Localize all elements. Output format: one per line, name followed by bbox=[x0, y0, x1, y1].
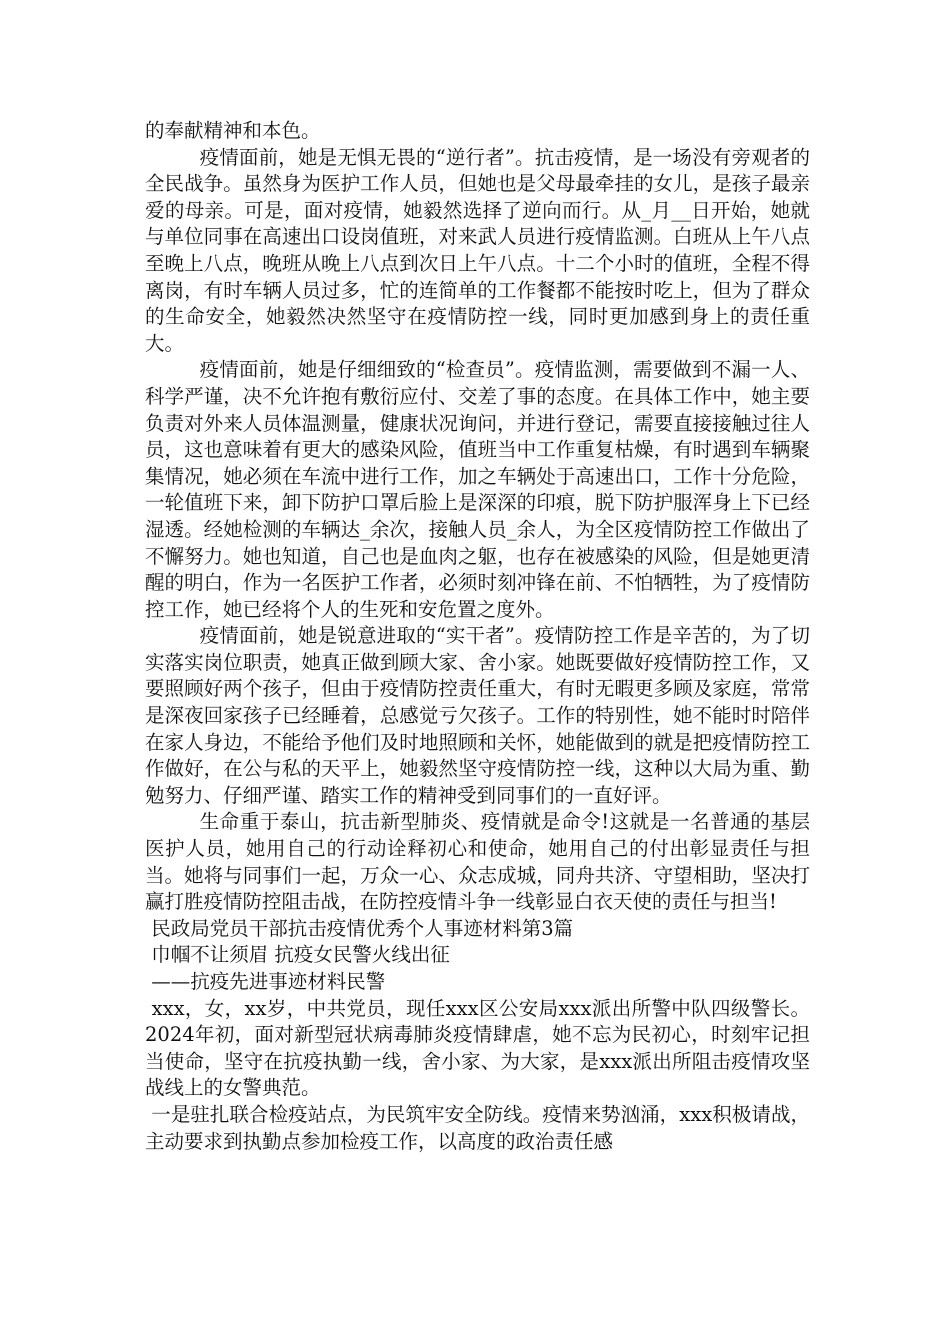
paragraph-5: 生命重于泰山，抗击新型肺炎、疫情就是命令!这就是一名普通的基层医护人员，她用自己的行动诠释初心和使命，她用自己的付出彰显责任与担当。她将与同事们一起，万众一心、众志成城，同舟共济、守望相助，坚决打赢打胜疫情防控阻击战，在防控疫情斗争一线彰显白衣天使的责任与担当! bbox=[145, 810, 810, 914]
subtitle-line-1: 巾帼不让须眉 抗疫女民警火线出征 bbox=[145, 943, 450, 967]
paragraph-1: 的奉献精神和本色。 bbox=[145, 119, 321, 142]
document-page bbox=[145, 118, 810, 1155]
paragraph-4: 疫情面前，她是锐意进取的“实干者”。疫情防控工作是辛苦的，为了切实落实岗位职责，她真正做到顾大家、舍小家。她既要做好疫情防控工作，又要照顾好两个孩子，但由于疫情防控责任重大，有时无暇更多顾及家庭，常常是深夜回家孩子已经睡着，总感觉亏欠孩子。工作的特别性，她不能时时陪伴在家人身边，不能给予他们及时地照顾和关怀，她能做到的就是把疫情防控工作做好，在公与私的天平上，她毅然坚守疫情防控一线，这种以大局为重、勤勉努力、仔细严谨、踏实工作的精神受到同事们的一直好评。 bbox=[145, 624, 810, 807]
section-title: 民政局党员干部抗击疫情优秀个人事迹材料第3篇 bbox=[145, 916, 574, 940]
paragraph-6: xxx，女，xx岁，中共党员，现任xxx区公安局xxx派出所警中队四级警长。2024年初，面对新型冠状病毒肺炎疫情肆虐，她不忘为民初心，时刻牢记担当使命，坚守在抗疫执勤一线，舍小家、为大家，是xxx派出所阻击疫情攻坚战线上的女警典范。 bbox=[145, 996, 810, 1100]
paragraph-7: 一是驻扎联合检疫站点，为民筑牢安全防线。疫情来势汹涌，xxx积极请战，主动要求到执勤点参加检疫工作，以高度的政治责任感 bbox=[145, 1102, 811, 1153]
paragraph-3: 疫情面前，她是仔细细致的“检查员”。疫情监测，需要做到不漏一人、科学严谨，决不允许抱有敷衍应付、交差了事的态度。在具体工作中，她主要负责对外来人员体温测量，健康状况询问，并进行登记，需要直接接触过往人员，这也意味着有更大的感染风险，值班当中工作重复枯燥，有时遇到车辆聚集情况，她必须在车流中进行工作，加之车辆处于高速出口，工作十分危险，一轮值班下来，卸下防护口罩后脸上是深深的印痕，脱下防护服浑身上下已经湿透。经她检测的车辆达_余次，接触人员_余人，为全区疫情防控工作做出了不懈努力。她也知道，自己也是血肉之躯，也存在被感染的风险，但是她更清醒的明白，作为一名医护工作者，必须时刻冲锋在前、不怕牺牲，为了疫情防控工作，她已经将个人的生死和安危置之度外。 bbox=[145, 358, 810, 621]
paragraph-2: 疫情面前，她是无惧无畏的“逆行者”。抗击疫情，是一场没有旁观者的全民战争。虽然身为医护工作人员，但她也是父母最牵挂的女儿，是孩子最亲爱的母亲。可是，面对疫情，她毅然选择了逆向而行。从_月__日开始，她就与单位同事在高速出口设岗值班，对来武人员进行疫情监测。白班从上午八点至晚上八点，晚班从晚上八点到次日上午八点。十二个小时的值班，全程不得离岗，有时车辆人员过多，忙的连简单的工作餐都不能按时吃上，但为了群众的生命安全，她毅然决然坚守在疫情防控一线，同时更加感到身上的责任重大。 bbox=[145, 145, 810, 355]
subtitle-line-2: ——抗疫先进事迹材料民警 bbox=[145, 970, 386, 993]
